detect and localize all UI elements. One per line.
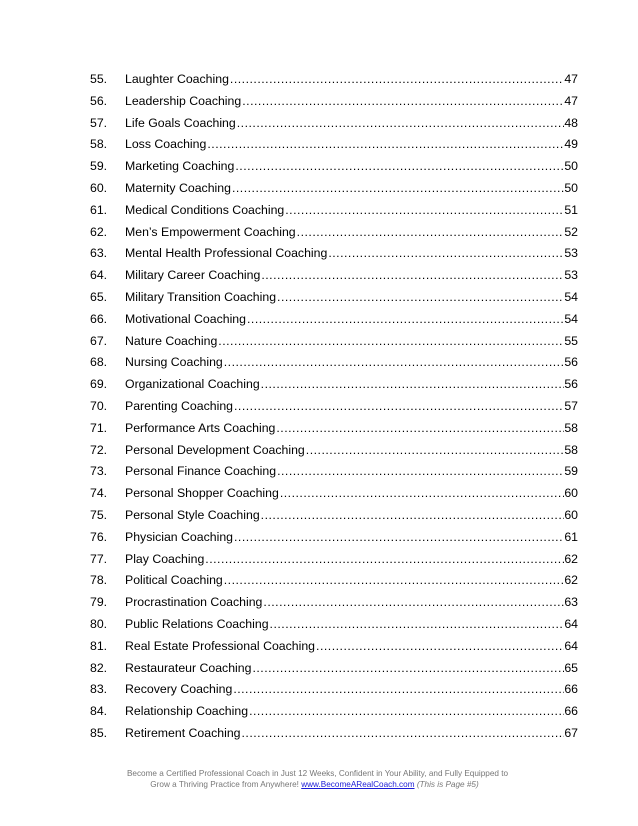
- toc-entry-line: [125, 508, 578, 522]
- toc-entry-page: 58: [564, 442, 578, 457]
- toc-entry[interactable]: [0, 483, 638, 505]
- toc-entry-number: 79.: [90, 595, 108, 610]
- toc-entry-title: Men’s Empowerment Coaching: [125, 224, 296, 239]
- toc-entry-line: [125, 116, 578, 130]
- toc-entry-line: [125, 334, 578, 348]
- toc-entry-page: 50: [564, 159, 578, 174]
- toc-entry-number: 57.: [90, 115, 108, 130]
- table-of-contents: [0, 69, 638, 745]
- toc-entry-title: Real Estate Professional Coaching: [125, 638, 316, 653]
- toc-entry-title: Personal Style Coaching: [125, 507, 260, 522]
- toc-entry-line: [125, 530, 578, 544]
- toc-entry[interactable]: [0, 527, 638, 549]
- toc-entry-page: 47: [564, 72, 578, 86]
- toc-entry[interactable]: [0, 636, 638, 658]
- toc-entry-line: [125, 225, 578, 239]
- toc-entry[interactable]: [0, 222, 638, 244]
- toc-dot-leader: [296, 225, 565, 239]
- toc-entry-page: 62: [564, 551, 578, 566]
- toc-entry-line: [125, 552, 578, 566]
- toc-dot-leader: [315, 639, 564, 653]
- toc-entry-title: Restaurateur Coaching: [125, 660, 252, 675]
- toc-entry-page: 63: [564, 595, 578, 610]
- toc-entry[interactable]: [0, 156, 638, 178]
- toc-entry-line: [125, 726, 578, 740]
- toc-entry-page: 62: [564, 573, 578, 588]
- toc-dot-leader: [269, 617, 565, 631]
- toc-entry-page: 61: [564, 529, 578, 544]
- toc-entry[interactable]: [0, 701, 638, 723]
- toc-dot-leader: [262, 595, 564, 609]
- toc-entry[interactable]: [0, 396, 638, 418]
- footer-page-number: (This is Page #5): [416, 780, 479, 789]
- toc-entry-line: [125, 661, 578, 675]
- footer-website-link[interactable]: www.BecomeARealCoach.com: [301, 780, 415, 789]
- toc-entry-page: 66: [564, 704, 578, 719]
- toc-entry-title: Personal Shopper Coaching: [125, 486, 279, 501]
- toc-entry[interactable]: [0, 461, 638, 483]
- toc-dot-leader: [276, 464, 564, 478]
- toc-entry-page: 57: [564, 398, 578, 413]
- toc-entry-title: Physician Coaching: [125, 529, 234, 544]
- toc-entry[interactable]: [0, 723, 638, 745]
- toc-entry-page: 66: [564, 682, 578, 697]
- toc-entry-line: [125, 443, 578, 457]
- toc-entry-page: 67: [564, 725, 578, 740]
- toc-entry-page: 50: [564, 180, 578, 195]
- toc-entry-number: 82.: [90, 660, 108, 675]
- toc-entry-title: Performance Arts Coaching: [125, 420, 276, 435]
- toc-dot-leader: [279, 486, 564, 500]
- toc-entry-title: Military Career Coaching: [125, 268, 261, 283]
- toc-entry-title: Relationship Coaching: [125, 704, 249, 719]
- toc-entry-page: 51: [564, 202, 578, 217]
- toc-entry-title: Leadership Coaching: [125, 93, 242, 108]
- toc-entry-page: 64: [564, 616, 578, 631]
- toc-entry[interactable]: [0, 200, 638, 222]
- toc-entry-number: 61.: [90, 202, 108, 217]
- toc-entry-title: Medical Conditions Coaching: [125, 202, 285, 217]
- toc-entry-number: 60.: [90, 180, 108, 195]
- toc-dot-leader: [241, 726, 565, 740]
- toc-entry-number: 67.: [90, 333, 108, 348]
- toc-entry-title: Mental Health Professional Coaching: [125, 246, 328, 261]
- toc-entry[interactable]: [0, 592, 638, 614]
- toc-entry-line: [125, 312, 578, 326]
- toc-dot-leader: [260, 268, 564, 282]
- toc-entry-page: 49: [564, 137, 578, 152]
- toc-entry-number: 81.: [90, 638, 108, 653]
- toc-entry-title: Personal Development Coaching: [125, 442, 305, 457]
- toc-entry-line: [125, 573, 578, 587]
- toc-entry[interactable]: [0, 287, 638, 309]
- toc-entry-number: 66.: [90, 311, 108, 326]
- toc-entry-number: 72.: [90, 442, 108, 457]
- toc-entry[interactable]: [0, 549, 638, 571]
- toc-dot-leader: [232, 682, 564, 696]
- toc-entry-number: 73.: [90, 464, 108, 479]
- toc-entry-page: 54: [564, 311, 578, 326]
- toc-entry-title: Nature Coaching: [125, 333, 218, 348]
- toc-entry[interactable]: [0, 614, 638, 636]
- toc-entry-page: 58: [564, 420, 578, 435]
- toc-entry-line: [125, 377, 578, 391]
- toc-entry-title: Nursing Coaching: [125, 355, 223, 370]
- toc-entry-number: 84.: [90, 704, 108, 719]
- toc-entry-line: [125, 595, 578, 609]
- toc-entry-number: 78.: [90, 573, 108, 588]
- toc-entry-title: Laughter Coaching: [125, 72, 229, 86]
- toc-entry-number: 80.: [90, 616, 108, 631]
- toc-entry-page: 59: [564, 464, 578, 479]
- toc-entry-line: [125, 290, 578, 304]
- toc-entry-line: [125, 94, 578, 108]
- toc-entry-line: [125, 181, 578, 195]
- toc-entry-title: Personal Finance Coaching: [125, 464, 277, 479]
- toc-entry-number: 59.: [90, 159, 108, 174]
- toc-entry-number: 83.: [90, 682, 108, 697]
- toc-entry-page: 48: [564, 115, 578, 130]
- toc-dot-leader: [284, 203, 564, 217]
- toc-entry-page: 55: [564, 333, 578, 348]
- toc-entry-line: [125, 268, 578, 282]
- toc-entry-page: 47: [564, 93, 578, 108]
- toc-entry-line: [125, 137, 578, 151]
- toc-entry[interactable]: [0, 91, 638, 113]
- toc-dot-leader: [229, 72, 564, 86]
- toc-entry[interactable]: [0, 243, 638, 265]
- toc-dot-leader: [260, 377, 565, 391]
- toc-entry-number: 85.: [90, 725, 108, 740]
- toc-entry-title: Maternity Coaching: [125, 180, 231, 195]
- toc-dot-leader: [275, 421, 564, 435]
- toc-entry[interactable]: [0, 265, 638, 287]
- toc-dot-leader: [248, 704, 564, 718]
- toc-entry-number: 65.: [90, 289, 108, 304]
- toc-entry-number: 58.: [90, 137, 108, 152]
- toc-dot-leader: [246, 312, 564, 326]
- toc-entry[interactable]: [0, 178, 638, 200]
- toc-entry-number: 70.: [90, 398, 108, 413]
- toc-entry-number: 68.: [90, 355, 108, 370]
- toc-dot-leader: [276, 290, 564, 304]
- toc-entry[interactable]: [0, 570, 638, 592]
- toc-entry-number: 74.: [90, 486, 108, 501]
- toc-entry-title: Loss Coaching: [125, 137, 207, 152]
- toc-dot-leader: [234, 159, 564, 173]
- toc-dot-leader: [217, 334, 564, 348]
- toc-entry-number: 56.: [90, 93, 108, 108]
- toc-entry-number: 77.: [90, 551, 108, 566]
- toc-dot-leader: [305, 443, 565, 457]
- toc-entry-page: 54: [564, 289, 578, 304]
- toc-entry-line: [125, 246, 578, 260]
- toc-entry-line: [125, 704, 578, 718]
- toc-dot-leader: [251, 661, 564, 675]
- toc-entry-page: 60: [564, 486, 578, 501]
- toc-entry[interactable]: [0, 679, 638, 701]
- toc-entry-page: 60: [564, 507, 578, 522]
- toc-dot-leader: [204, 552, 564, 566]
- toc-dot-leader: [241, 94, 564, 108]
- toc-entry-number: 64.: [90, 268, 108, 283]
- toc-dot-leader: [327, 246, 564, 260]
- toc-entry-number: 69.: [90, 377, 108, 392]
- toc-dot-leader: [223, 573, 565, 587]
- toc-entry-page: 53: [564, 268, 578, 283]
- toc-entry-line: [125, 486, 578, 500]
- page-footer: [0, 768, 638, 790]
- toc-entry-number: 55.: [90, 72, 108, 86]
- toc-entry-title: Procrastination Coaching: [125, 595, 263, 610]
- toc-entry[interactable]: [0, 374, 638, 396]
- toc-entry-page: 52: [564, 224, 578, 239]
- toc-entry-line: [125, 682, 578, 696]
- toc-entry-title: Play Coaching: [125, 551, 205, 566]
- toc-entry-line: [125, 203, 578, 217]
- toc-entry-title: Public Relations Coaching: [125, 616, 269, 631]
- toc-entry-title: Life Goals Coaching: [125, 115, 236, 130]
- toc-entry-page: 64: [564, 638, 578, 653]
- toc-entry[interactable]: [0, 505, 638, 527]
- toc-dot-leader: [233, 530, 564, 544]
- toc-entry[interactable]: [0, 352, 638, 374]
- footer-line-1: Become a Certified Professional Coach in Just 12 Weeks, Confident in Your Ability, and Fully Equipped to: [126, 769, 509, 778]
- toc-dot-leader: [223, 355, 565, 369]
- toc-entry-number: 76.: [90, 529, 108, 544]
- toc-entry-line: [125, 464, 578, 478]
- toc-entry-number: 62.: [90, 224, 108, 239]
- toc-entry-line: [125, 355, 578, 369]
- footer-line-2: [0, 779, 638, 790]
- toc-entry[interactable]: [0, 309, 638, 331]
- toc-entry-line: [125, 159, 578, 173]
- toc-entry[interactable]: [0, 69, 638, 91]
- toc-entry-number: 63.: [90, 246, 108, 261]
- toc-entry[interactable]: [0, 113, 638, 135]
- toc-entry[interactable]: [0, 440, 638, 462]
- toc-entry-page: 56: [564, 377, 578, 392]
- toc-entry-page: 65: [564, 660, 578, 675]
- toc-entry[interactable]: [0, 418, 638, 440]
- toc-entry-title: Motivational Coaching: [125, 311, 246, 326]
- toc-entry[interactable]: [0, 658, 638, 680]
- toc-dot-leader: [233, 399, 564, 413]
- footer-tagline: Grow a Thriving Practice from Anywhere!: [150, 780, 302, 789]
- toc-entry-line: [125, 72, 578, 86]
- toc-entry-title: Recovery Coaching: [125, 682, 233, 697]
- toc-dot-leader: [231, 181, 564, 195]
- toc-entry-page: 53: [564, 246, 578, 261]
- toc-dot-leader: [206, 137, 564, 151]
- toc-entry[interactable]: [0, 331, 638, 353]
- toc-entry-title: Marketing Coaching: [125, 159, 235, 174]
- toc-dot-leader: [260, 508, 565, 522]
- toc-dot-leader: [236, 116, 565, 130]
- toc-entry-title: Political Coaching: [125, 573, 223, 588]
- toc-entry-number: 71.: [90, 420, 108, 435]
- toc-entry-line: [125, 421, 578, 435]
- toc-entry-title: Military Transition Coaching: [125, 289, 277, 304]
- toc-entry-line: [125, 639, 578, 653]
- toc-entry-number: 75.: [90, 507, 108, 522]
- toc-entry-line: [125, 617, 578, 631]
- toc-entry-title: Parenting Coaching: [125, 398, 234, 413]
- toc-entry-title: Retirement Coaching: [125, 725, 241, 740]
- toc-entry-line: [125, 399, 578, 413]
- toc-entry-page: 56: [564, 355, 578, 370]
- toc-entry[interactable]: [0, 134, 638, 156]
- toc-entry-title: Organizational Coaching: [125, 377, 260, 392]
